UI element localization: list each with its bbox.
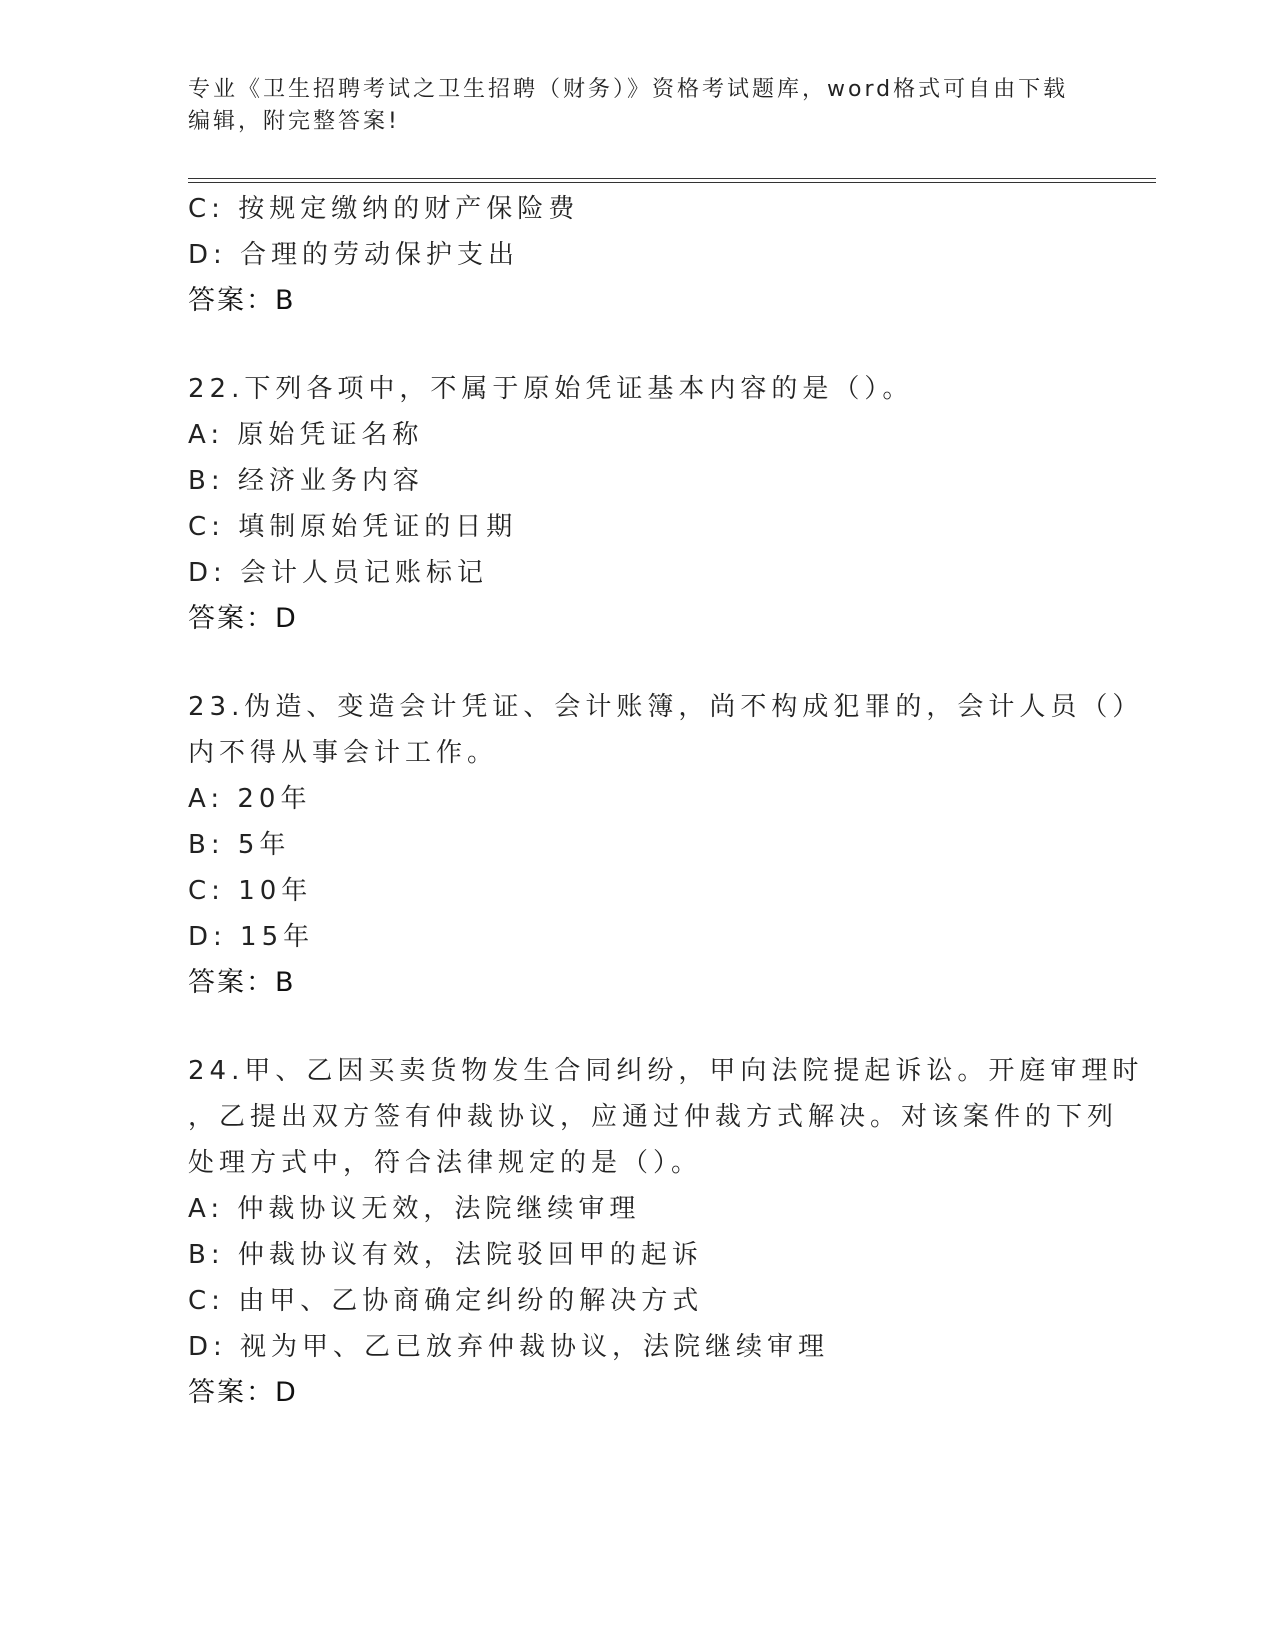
option-label: C:	[188, 194, 225, 224]
option-text: 20年	[237, 784, 312, 814]
question-stem: 内不得从事会计工作。	[188, 738, 499, 768]
option-label: A:	[188, 1194, 225, 1224]
option-text: 合理的劳动保护支出	[240, 240, 520, 270]
option-label: D:	[188, 240, 227, 270]
option-text: 由甲、乙协商确定纠纷的解决方式	[238, 1286, 704, 1316]
option-label: A:	[188, 420, 225, 450]
option-label: A:	[188, 784, 225, 814]
question-22	[188, 366, 1088, 642]
option-line	[188, 1324, 1088, 1370]
option-label: C:	[188, 876, 225, 906]
answer-line: 答案：D	[188, 1377, 298, 1408]
option-label: C:	[188, 1286, 225, 1316]
question-23	[188, 684, 1144, 1006]
answer-line: 答案：D	[188, 603, 298, 634]
header-line-1: 专业《卫生招聘考试之卫生招聘（财务）》资格考试题库，word格式可自由下载	[188, 77, 1069, 102]
option-line	[188, 822, 1088, 868]
question-stem: 24.甲、乙因买卖货物发生合同纠纷，甲向法院提起诉讼。开庭审理时	[188, 1056, 1144, 1086]
option-text: 按规定缴纳的财产保险费	[238, 194, 580, 224]
option-text: 15年	[240, 922, 315, 952]
option-text: 仲裁协议有效，法院驳回甲的起诉	[237, 1240, 703, 1270]
option-label: D:	[188, 922, 227, 952]
option-line	[188, 550, 1088, 596]
option-text: 经济业务内容	[237, 466, 424, 496]
option-label: C:	[188, 512, 225, 542]
option-line	[188, 504, 1088, 550]
option-line	[188, 412, 1088, 458]
option-text: 原始凭证名称	[237, 420, 424, 450]
option-label: D:	[188, 1332, 227, 1362]
option-text: 填制原始凭证的日期	[238, 512, 518, 542]
option-line	[188, 1232, 1088, 1278]
question-content	[188, 186, 1144, 1416]
question-24	[188, 1048, 1144, 1416]
answer-line: 答案：B	[188, 967, 296, 998]
question-stem: ，乙提出双方签有仲裁协议，应通过仲裁方式解决。对该案件的下列	[188, 1102, 1119, 1132]
option-text: 5年	[237, 830, 291, 860]
document-header	[188, 74, 1088, 138]
header-divider	[188, 178, 1156, 183]
option-line	[188, 914, 1088, 960]
option-line	[188, 776, 1088, 822]
option-line	[188, 868, 1088, 914]
question-stem: 处理方式中，符合法律规定的是（）。	[188, 1148, 703, 1178]
option-label: B:	[188, 466, 225, 496]
option-label: B:	[188, 830, 225, 860]
option-line	[188, 1186, 1088, 1232]
option-line	[188, 1278, 1088, 1324]
prev-question	[188, 186, 1088, 324]
header-line-2: 编辑，附完整答案!	[188, 109, 400, 134]
question-stem: 23.伪造、变造会计凭证、会计账簿，尚不构成犯罪的，会计人员（）	[188, 692, 1144, 722]
question-stem: 22.下列各项中，不属于原始凭证基本内容的是（）。	[188, 374, 914, 404]
answer-line: 答案：B	[188, 285, 296, 316]
option-line	[188, 232, 1088, 278]
option-line	[188, 458, 1088, 504]
option-text: 视为甲、乙已放弃仲裁协议，法院继续审理	[240, 1332, 830, 1362]
option-text: 会计人员记账标记	[240, 558, 489, 588]
option-text: 10年	[238, 876, 313, 906]
option-label: B:	[188, 1240, 225, 1270]
option-text: 仲裁协议无效，法院继续审理	[237, 1194, 641, 1224]
option-label: D:	[188, 558, 227, 588]
option-line	[188, 186, 1088, 232]
